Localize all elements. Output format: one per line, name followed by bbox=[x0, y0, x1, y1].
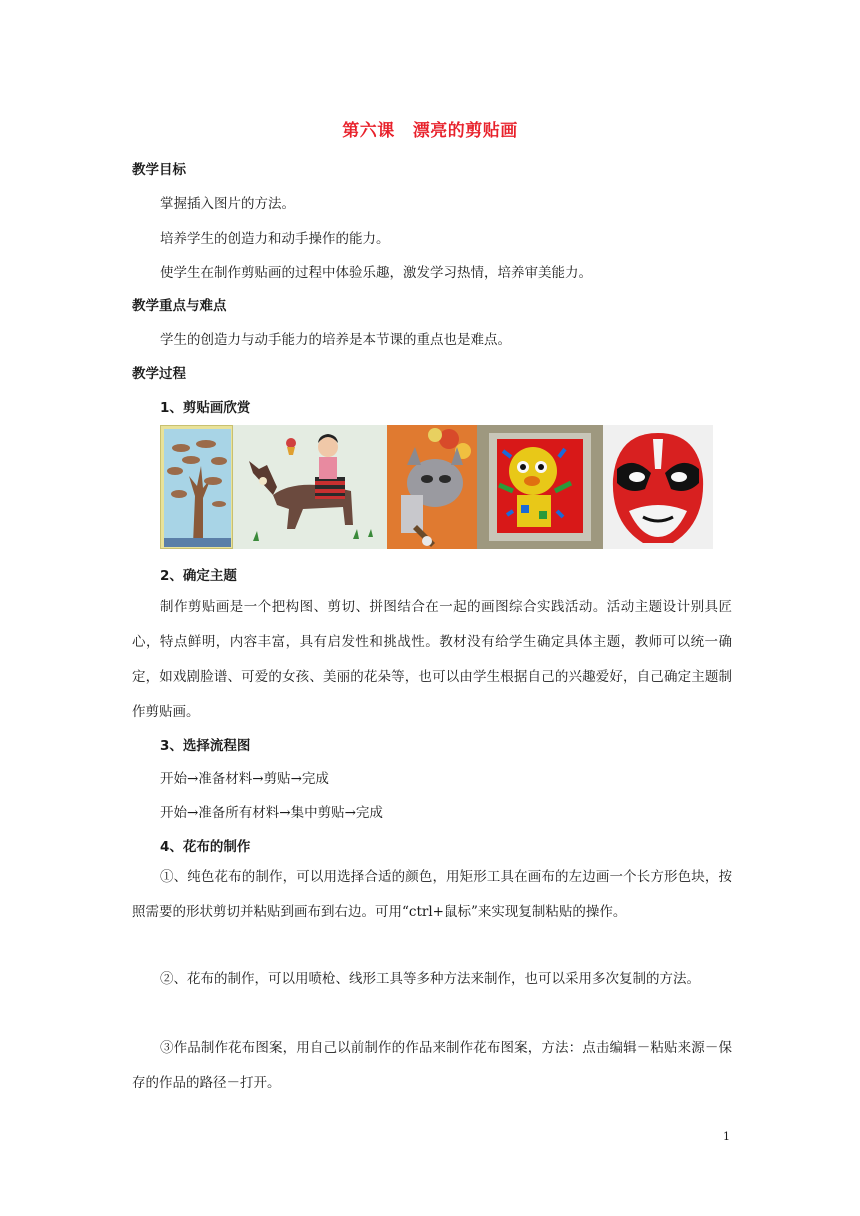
collage-gallery bbox=[160, 425, 713, 549]
section-title: 4、花布的制作 bbox=[160, 839, 251, 855]
process-heading: 教学过程 bbox=[132, 366, 186, 382]
lesson-name: 漂亮的剪贴画 bbox=[412, 121, 518, 141]
monkey-mosaic-image bbox=[477, 425, 603, 549]
fabric-step: ③作品制作花布图案，用自己以前制作的作品来制作花布图案，方法：点击编辑－粘贴来源－保存的作品的路径－打开。 bbox=[132, 1040, 732, 1091]
lesson-number: 第六课 bbox=[342, 121, 395, 141]
cat-collage-image bbox=[387, 425, 477, 549]
tree-collage-image bbox=[160, 425, 233, 549]
keypoints-text: 学生的创造力与动手能力的培养是本节课的重点也是难点。 bbox=[160, 332, 511, 348]
fabric-step: ②、花布的制作，可以用喷枪、线形工具等多种方法来制作，也可以采用多次复制的方法。 bbox=[160, 971, 700, 987]
section-title: 2、确定主题 bbox=[160, 568, 237, 584]
page-number: 1 bbox=[723, 1130, 730, 1143]
donkey-collage-image bbox=[233, 425, 387, 549]
section-title: 3、选择流程图 bbox=[160, 738, 251, 754]
flow-item: 开始→准备所有材料→集中剪贴→完成 bbox=[160, 805, 383, 821]
objectives-heading: 教学目标 bbox=[132, 162, 186, 178]
opera-mask-image bbox=[603, 425, 713, 549]
theme-paragraph: 制作剪贴画是一个把构图、剪切、拼图结合在一起的画图综合实践活动。活动主题设计别具匠心，特点鲜明，内容丰富，具有启发性和挑战性。教材没有给学生确定具体主题，教师可以统一确定，如戏剧脸谱、可爱的女孩、美丽的花朵等，也可以由学生根据自己的兴趣爱好，自己确定主题制作剪贴画。 bbox=[132, 599, 732, 720]
section-title: 1、剪贴画欣赏 bbox=[160, 400, 251, 416]
keypoints-heading: 教学重点与难点 bbox=[132, 298, 227, 314]
objective-item: 使学生在制作剪贴画的过程中体验乐趣，激发学习热情，培养审美能力。 bbox=[160, 265, 592, 281]
objective-item: 培养学生的创造力和动手操作的能力。 bbox=[160, 231, 390, 247]
flow-item: 开始→准备材料→剪贴→完成 bbox=[160, 771, 329, 787]
fabric-step: ①、纯色花布的制作，可以用选择合适的颜色，用矩形工具在画布的左边画一个长方形色块，按照需要的形状剪切并粘贴到画布到右边。可用“ctrl+鼠标”来实现复制粘贴的操作。 bbox=[132, 869, 732, 920]
lesson-title bbox=[0, 116, 860, 141]
objective-item: 掌握插入图片的方法。 bbox=[160, 196, 295, 212]
